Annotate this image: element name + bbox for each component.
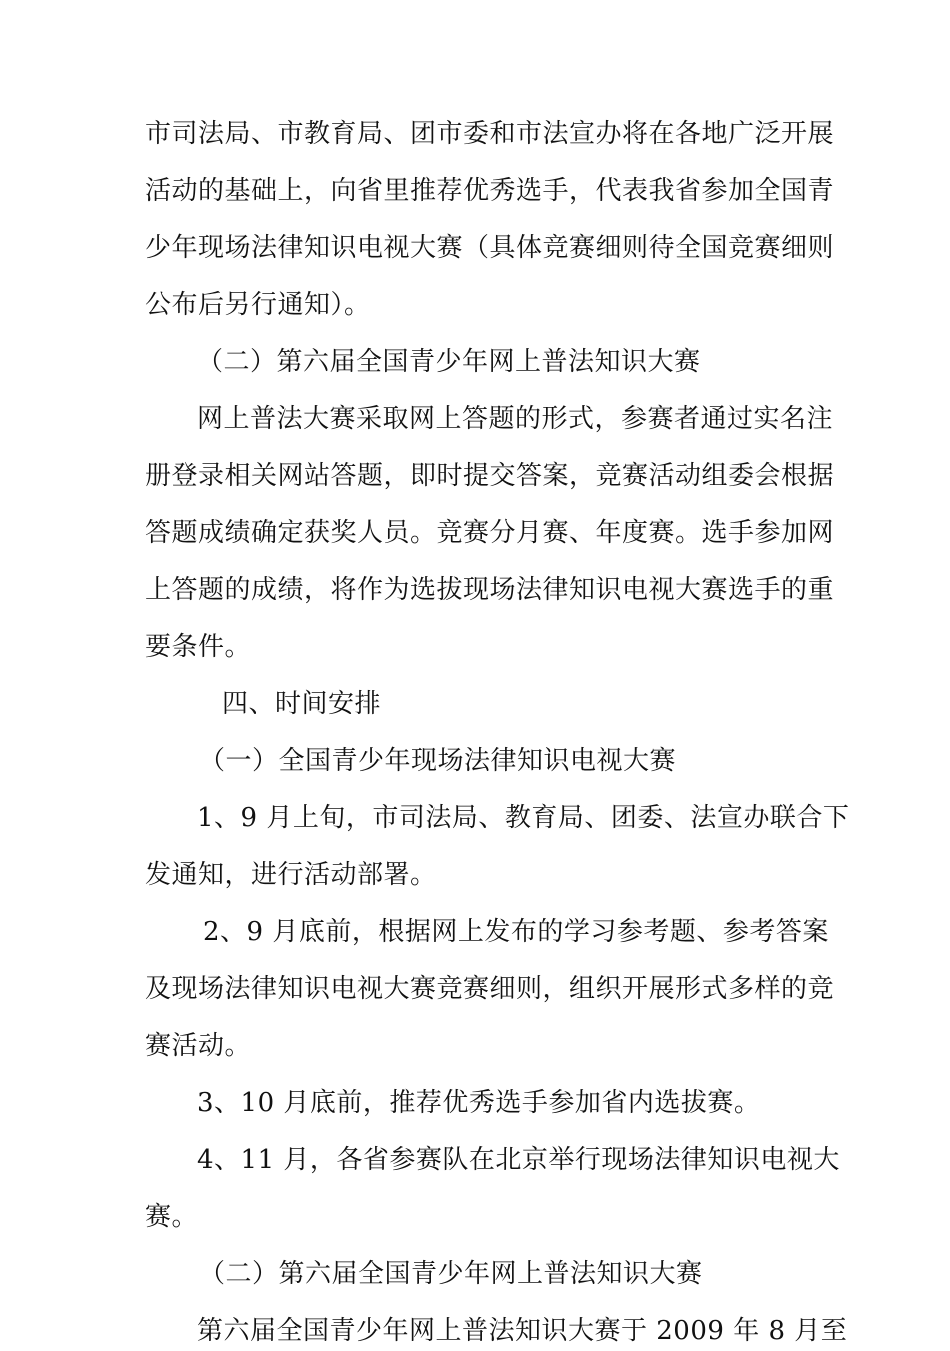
section-heading: （一）全国青少年现场法律知识电视大赛 xyxy=(199,746,677,776)
schedule-item: 3、10 月底前，推荐优秀选手参加省内选拔赛。 xyxy=(197,1088,761,1118)
paragraph-line: 答题成绩确定获奖人员。竞赛分月赛、年度赛。选手参加网 xyxy=(145,518,835,548)
schedule-item: 4、11 月，各省参赛队在北京举行现场法律知识电视大 xyxy=(197,1145,840,1175)
paragraph-line: 赛。 xyxy=(145,1202,199,1232)
paragraph-line: 要条件。 xyxy=(145,632,252,662)
section-heading: （二）第六届全国青少年网上普法知识大赛 xyxy=(199,1259,703,1289)
paragraph-line: 少年现场法律知识电视大赛（具体竞赛细则待全国竞赛细则 xyxy=(145,233,835,263)
schedule-item: 1、9 月上旬，市司法局、教育局、团委、法宣办联合下 xyxy=(197,803,850,833)
schedule-item: 2、9 月底前，根据网上发布的学习参考题、参考答案 xyxy=(203,917,829,947)
section-heading: 四、时间安排 xyxy=(222,689,382,719)
paragraph-line: 活动的基础上，向省里推荐优秀选手，代表我省参加全国青 xyxy=(145,176,835,206)
paragraph-line: 上答题的成绩，将作为选拔现场法律知识电视大赛选手的重 xyxy=(145,575,835,605)
paragraph-line: 发通知，进行活动部署。 xyxy=(145,860,437,890)
paragraph-line: 册登录相关网站答题，即时提交答案，竞赛活动组委会根据 xyxy=(145,461,835,491)
section-heading: （二）第六届全国青少年网上普法知识大赛 xyxy=(197,347,701,377)
paragraph-line: 第六届全国青少年网上普法知识大赛于 2009 年 8 月至 xyxy=(197,1316,848,1346)
paragraph-line: 公布后另行通知）。 xyxy=(145,290,371,320)
paragraph-line: 市司法局、市教育局、团市委和市法宣办将在各地广泛开展 xyxy=(145,119,835,149)
paragraph-line: 及现场法律知识电视大赛竞赛细则，组织开展形式多样的竞 xyxy=(145,974,835,1004)
paragraph-line: 赛活动。 xyxy=(145,1031,252,1061)
paragraph-line: 网上普法大赛采取网上答题的形式，参赛者通过实名注 xyxy=(197,404,834,434)
